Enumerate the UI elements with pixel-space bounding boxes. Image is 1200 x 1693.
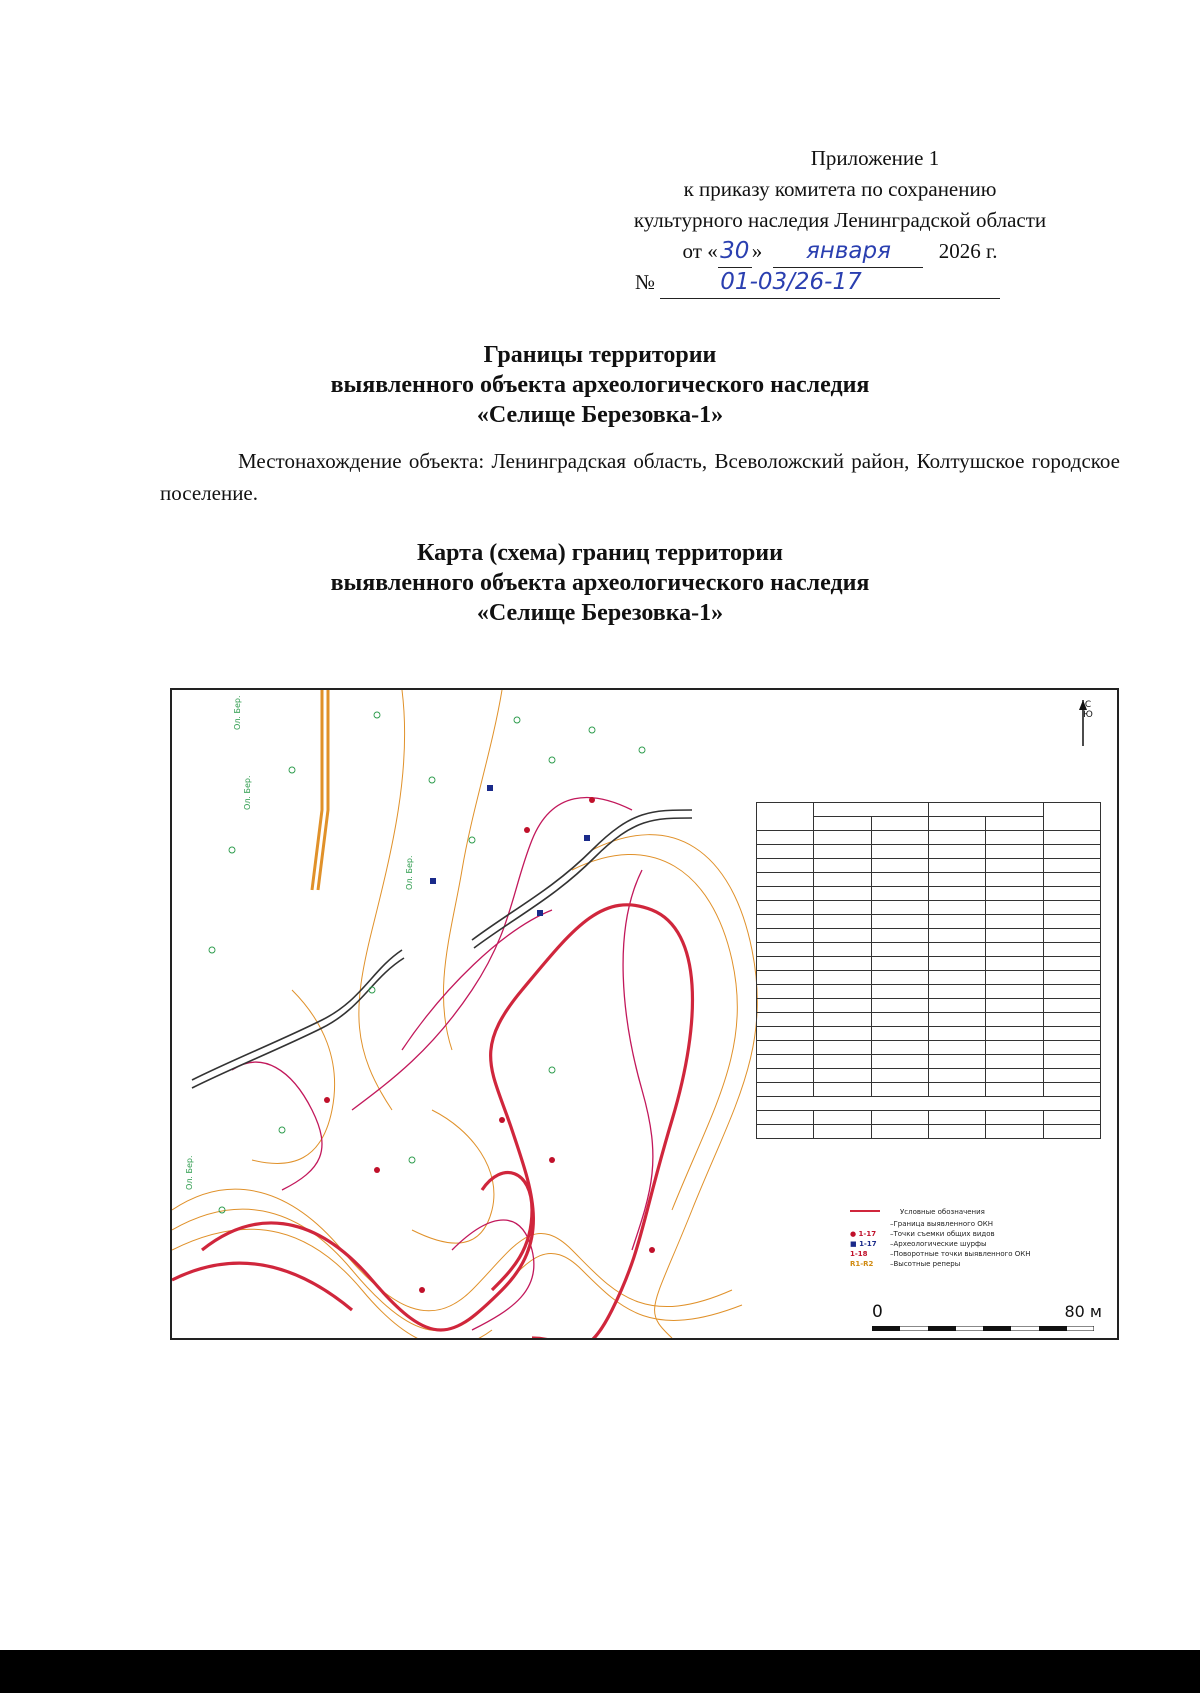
- title-line1: Границы территории: [483, 342, 717, 368]
- north-label: С: [1084, 700, 1092, 710]
- archaeological-pits: [430, 785, 590, 916]
- north-arrow: [1078, 700, 1098, 720]
- appendix-date-row: [560, 236, 1120, 267]
- date-year: 2026 г.: [938, 239, 998, 263]
- map-title-line3: «Селище Березовка-1»: [476, 600, 724, 626]
- number-label: №: [635, 270, 656, 294]
- legend-text: Точки съемки общих видов: [893, 1230, 995, 1238]
- map-title-line1: Карта (схема) границ территории: [417, 540, 783, 566]
- map-legend: [850, 1208, 1080, 1269]
- scale-bar-graphic: [872, 1326, 1094, 1331]
- track-lines: [312, 690, 328, 890]
- date-day-close: »: [751, 239, 763, 263]
- svg-text:Ол. Бер.: Ол. Бер.: [185, 1155, 194, 1190]
- legend-text: Высотные реперы: [893, 1260, 961, 1268]
- svg-text:Ол. Бер.: Ол. Бер.: [233, 695, 242, 730]
- legend-marker: ● 1-17: [850, 1230, 877, 1238]
- legend-item: 1-18 – Поворотные точки выявленного ОКН: [850, 1250, 1031, 1258]
- scale-bar: [872, 1302, 1102, 1330]
- boundary-line: [172, 905, 692, 1338]
- vegetation-labels: [185, 695, 414, 1190]
- legend-item: ■ 1-17 – Археологические шурфы: [850, 1240, 987, 1248]
- contour-lines: [172, 690, 757, 1338]
- relief-lines: [232, 798, 653, 1330]
- scale-end: 80 м: [1064, 1302, 1102, 1321]
- legend-marker: R1-R2: [850, 1260, 874, 1268]
- scale-start: 0: [872, 1302, 883, 1322]
- appendix-line1: Приложение 1: [810, 146, 940, 170]
- date-day: 30: [718, 236, 752, 268]
- svg-text:Ол. Бер.: Ол. Бер.: [405, 855, 414, 890]
- legend-text: Граница выявленного ОКН: [893, 1220, 994, 1228]
- map-title-line2: выявленного объекта археологического наследия: [330, 570, 870, 596]
- road-lines: [192, 810, 692, 1088]
- legend-item: R1-R2 – Высотные реперы: [850, 1260, 961, 1268]
- title-line2: выявленного объекта археологического наследия: [330, 372, 870, 398]
- order-number: 01-03/26-17: [660, 267, 1000, 299]
- svg-text:Ол. Бер.: Ол. Бер.: [243, 775, 252, 810]
- date-month: января: [773, 236, 923, 268]
- scan-bottom-edge: [0, 1650, 1200, 1693]
- document-title: [0, 340, 1200, 430]
- north-arrow-icon: [1078, 700, 1088, 746]
- appendix-line2: к приказу комитета по сохранению: [683, 177, 997, 201]
- appendix-number-row: [560, 267, 1120, 298]
- legend-text: Археологические шурфы: [893, 1240, 987, 1248]
- legend-text: Поворотные точки выявленного ОКН: [893, 1250, 1031, 1258]
- south-label: Ю: [1083, 710, 1093, 720]
- appendix-block: [560, 143, 1120, 298]
- map-title: [0, 538, 1200, 628]
- coordinates-table: [756, 802, 1101, 1139]
- legend-item: ● 1-17 – Точки съемки общих видов: [850, 1230, 995, 1238]
- legend-marker: ■ 1-17: [850, 1240, 877, 1248]
- date-prefix: от «: [682, 239, 718, 263]
- survey-circles: [209, 712, 645, 1213]
- object-location: Местонахождение объекта: Ленинградская область, Всеволожский район, Колтушское городское поселение.: [160, 449, 1120, 505]
- title-line3: «Селище Березовка-1»: [476, 402, 724, 428]
- boundary-map: [170, 688, 1119, 1340]
- legend-title: Условные обозначения: [900, 1208, 985, 1216]
- appendix-line3: культурного наследия Ленинградской области: [633, 208, 1047, 232]
- legend-item: – Граница выявленного ОКН: [890, 1220, 994, 1228]
- legend-marker: 1-18: [850, 1250, 868, 1258]
